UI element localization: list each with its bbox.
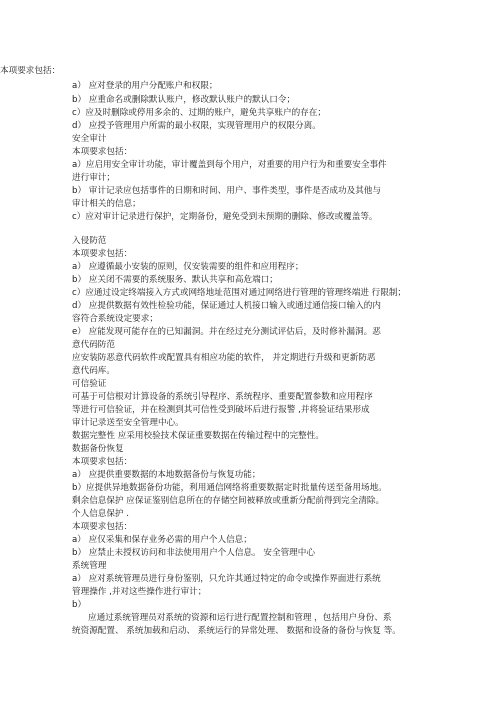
text-line: a） 应遵循最小安装的原则，仅安装需要的组件和应用程序； [72,262,304,272]
text-line: 可基于可信根对计算设备的系统引导程序、系统程序、重要配置参数和应用程序 [72,392,373,402]
text-line: 容符合系统设定要求； [72,314,158,324]
text-line: 进行审计； [72,173,115,183]
text-line: 等进行可信验证，并在检测到其可信性受到破坏后进行报警 ,并将验证结果形成 [72,405,370,415]
text-line: b） 应禁止未授权访问和非法使用用户个人信息。 安全管理中心 [72,548,315,558]
text-line: 审计相关的信息； [72,199,141,209]
section-heading: 安全审计 [72,134,107,144]
text-line: 本项要求包括： [72,522,133,532]
text-line: 本项要求包括： [72,249,133,259]
text-line: 意代码库。 [72,366,115,376]
text-line: a） 应仅采集和保存业务必需的用户个人信息； [72,535,252,545]
text-line: 审计记录送至安全管理中心。 [72,418,184,428]
text-line: 统资源配置、 系统加载和启动、 系统运行的异常处理、 数据和设备的备份与恢复 等。 [72,626,401,636]
text-line: 应安装防恶意代码软件或配置具有相应功能的软件， 并定期进行升级和更新防恶 [72,353,376,363]
text-line: c）应及时删除或停用多余的、过期的账户，避免共享账户的存在； [72,108,326,118]
text-line: b） 应关闭不需要的系统服务、默认共享和高危端口； [72,275,278,285]
text-line: c）应通过设定终端接入方式或网络地址范围对通过网络进行管理的管理终端进 行限制； [72,288,407,298]
text-line: d） 应提供数据有效性检验功能，保证通过人机接口输入或通过通信接口输入的内 [72,301,381,311]
text-line: b）应提供异地数据备份功能，利用通信网络将重要数据定时批量传送至备用场地。 [72,483,387,493]
text-line: b） 审计记录应包括事件的日期和时间、用户、事件类型，事件是否成功及其他与 [72,186,381,196]
text-line: 本项要求包括： [72,457,133,467]
text-line: b） [72,600,87,610]
text-line: 本项要求包括： [72,147,133,157]
text-line: e） 应能发现可能存在的已知漏洞。并在经过充分测试评估后，及时修补漏洞。恶 [72,327,381,337]
text-line: d） 应授予管理用户所需的最小权限，实现管理用户的权限分离。 [72,121,321,131]
text-line: a） 应提供重要数据的本地数据备份与恢复功能； [72,470,261,480]
text-line: c）应对审计记录进行保护，定期备份，避免受到未预期的删除、修改或覆盖等。 [72,212,378,222]
text-line: a） 应对登录的用户分配账户和权限； [72,81,218,91]
section-heading: 个人信息保护 . [72,509,130,519]
text-line: 管理操作 ,并对这些操作进行审计； [72,587,207,597]
section-heading: 系统管理 [72,561,107,571]
text-line: 应通过系统管理员对系统的资源和运行进行配置控制和管理 ，包括用户身份、系 [88,613,392,623]
text-line: 剩余信息保护 应保证鉴别信息所在的存储空间被释放或重新分配前得到完全清除。 [72,496,385,506]
text-line: 数据完整性 应采用校验技术保证重要数据在传输过程中的完整性。 [72,431,324,441]
section-heading: 可信验证 [72,379,107,389]
section-heading: 数据备份恢复 [72,444,124,454]
text-line: a） 应对系统管理员进行身份鉴别，只允许其通过特定的命令或操作界面进行系统 [72,574,381,584]
section-heading: 入侵防范 [72,236,107,246]
text-line: a）应启用安全审计功能，审计覆盖到每个用户，对重要的用户行为和重要安全事件 [72,160,387,170]
text-line: 意代码防范 [72,340,115,350]
text-line: 本项要求包括： [0,66,61,76]
text-line: b） 应重命名或删除默认账户，修改默认账户的默认口令； [72,95,296,105]
